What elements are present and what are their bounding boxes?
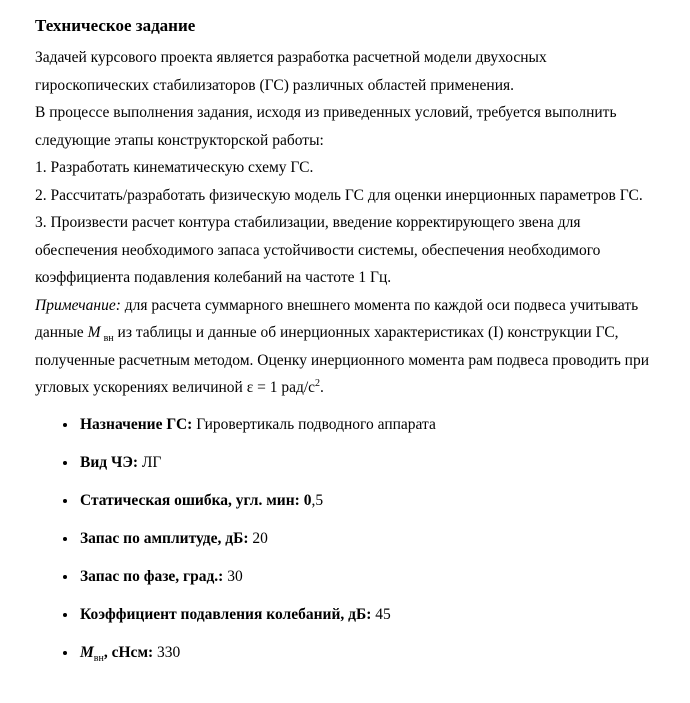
spec-label: Запас по амплитуде, дБ: [80, 529, 249, 547]
note-text-3: . [320, 379, 324, 396]
paragraph-intro: Задачей курсового проекта является разработка расчетной модели двухосных гироскопических стабилизаторов (ГС) различных областей применения. [35, 49, 547, 94]
spec-item-static-error [78, 487, 660, 515]
spec-item-purpose [78, 411, 660, 439]
m-vn-subscript: вн [93, 652, 104, 664]
spec-value: 330 [153, 643, 181, 661]
spec-value: 20 [248, 529, 268, 547]
spec-item-amplitude-margin [78, 525, 660, 553]
spec-item-damping-coefficient [78, 601, 660, 629]
spec-item-sensor-type [78, 449, 660, 477]
squared-superscript: 2 [315, 377, 321, 389]
paragraph-note [35, 292, 660, 402]
numbered-step-2: 2. Рассчитать/разработать физическую модель ГС для оценки инерционных параметров ГС. [35, 186, 643, 204]
document-title: Техническое задание [35, 16, 196, 35]
spec-label: Статическая ошибка, угл. мин: 0 [80, 491, 312, 509]
spec-value: ЛГ [138, 453, 162, 471]
spec-list [35, 411, 660, 667]
spec-label: , сНсм: [103, 643, 154, 661]
m-vn-subscript: вн [103, 333, 114, 345]
m-vn-symbol: М [87, 324, 101, 341]
spec-value: ,5 [311, 491, 324, 509]
numbered-step-3: 3. Произвести расчет контура стабилизации, введение корректирующего звена для обеспечения необходимого запаса устойчивости системы, обеспечения необходимого коэффициента подавления колебаний на частоте 1 Гц. [35, 214, 601, 286]
spec-item-mvn-moment [78, 639, 660, 667]
paragraph-tasks-lead: В процессе выполнения задания, исходя из приведенных условий, требуется выполнить следующие этапы конструкторской работы: [35, 104, 617, 149]
spec-label: Назначение ГС: [80, 415, 193, 433]
m-vn-symbol: М [80, 643, 94, 661]
spec-item-phase-margin [78, 563, 660, 591]
spec-value: 45 [371, 605, 391, 623]
numbered-step-1: 1. Разработать кинематическую схему ГС. [35, 159, 314, 176]
note-label: Примечание: [35, 296, 121, 314]
note-text-2: из таблицы и данные об инерционных характеристиках (I) конструкции ГС, полученные расчетным методом. Оценку инерционного момента рам подвеса проводить при угловых ускорениях величиной ε = 1 рад/с [35, 324, 649, 396]
spec-value: 30 [223, 567, 243, 585]
spec-label: Коэффициент подавления колебаний, дБ: [80, 605, 372, 623]
spec-label: Запас по фазе, град.: [80, 567, 224, 585]
spec-value: Гировертикаль подводного аппарата [192, 415, 436, 433]
note-text-1: для расчета суммарного внешнего момента по каждой оси подвеса учитывать данные [35, 296, 639, 341]
spec-label: Вид ЧЭ: [80, 453, 139, 471]
